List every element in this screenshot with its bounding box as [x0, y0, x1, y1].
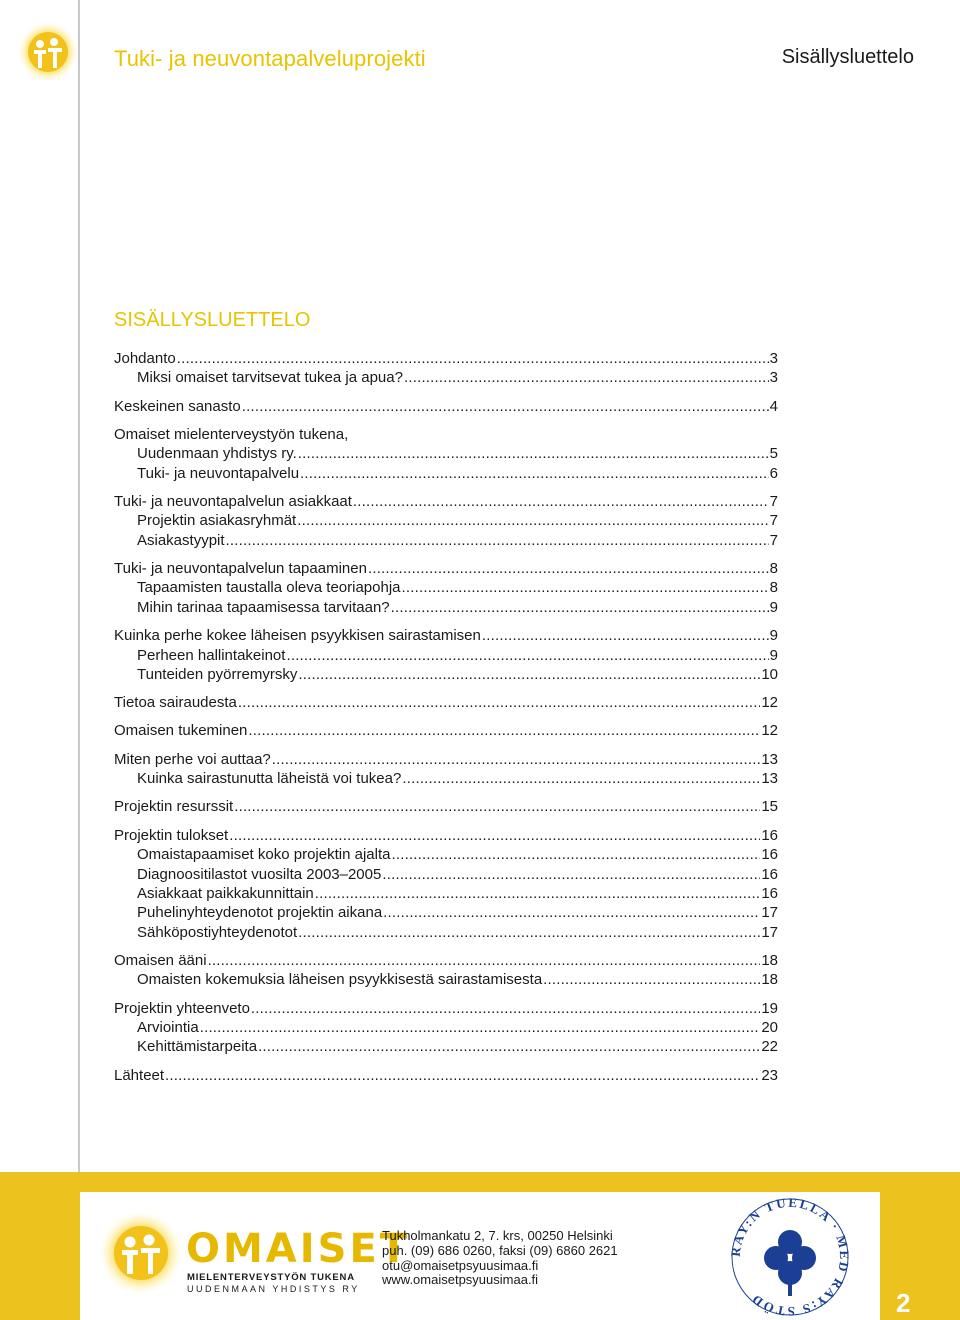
toc-entry[interactable]: Uudenmaan yhdistys ry. ..... 5 — [114, 444, 778, 463]
toc-page-number: 9 — [769, 646, 778, 664]
toc-page-number: 3 — [769, 369, 778, 387]
omaiset-tagline: MIELENTERVEYSTYÖN TUKENA — [187, 1272, 355, 1283]
dot-leader — [177, 349, 769, 368]
mt-logo-icon — [18, 22, 78, 82]
toc-page-number: 5 — [769, 445, 778, 463]
toc-page-number: 18 — [761, 971, 778, 989]
table-of-contents — [114, 349, 778, 1085]
toc-entry[interactable]: Miksi omaiset tarvitsevat tukea ja apua? ..... 3 — [114, 368, 778, 387]
dot-leader — [482, 626, 769, 645]
toc-entry[interactable]: Lähteet ..... 23 — [114, 1066, 778, 1085]
toc-entry[interactable]: Asiakkaat paikkakunnittain ..... 16 — [114, 884, 778, 903]
omaiset-association-name: UUDENMAAN YHDISTYS RY — [187, 1284, 360, 1294]
toc-page-number: 20 — [761, 1019, 778, 1037]
toc-entry[interactable]: Tuki- ja neuvontapalvelun tapaaminen ..... 8 — [114, 559, 778, 578]
page-number: 2 — [896, 1288, 911, 1318]
toc-entry[interactable]: Mihin tarinaa tapaamisessa tarvitaan? ..... 9 — [114, 598, 778, 617]
dot-leader — [208, 951, 761, 970]
dot-leader — [368, 559, 769, 578]
dot-leader — [272, 750, 761, 769]
toc-page-number: 22 — [761, 1038, 778, 1056]
toc-entry[interactable]: Omaiset mielenterveystyön tukena, — [114, 425, 349, 443]
toc-entry[interactable]: Projektin yhteenveto ..... 19 — [114, 999, 778, 1018]
toc-page-number: 13 — [761, 750, 778, 768]
toc-page-number: 6 — [769, 464, 778, 482]
toc-page-number: 7 — [769, 493, 778, 511]
toc-entry[interactable]: Kehittämistarpeita ..... 22 — [114, 1037, 778, 1056]
dot-leader — [238, 693, 760, 712]
toc-page-number: 18 — [761, 951, 778, 969]
toc-entry[interactable]: Omaisten kokemuksia läheisen psyykkisestä sairastamisesta ..... 18 — [114, 970, 778, 989]
contact-address: Tukholmankatu 2, 7. krs, 00250 Helsinki — [382, 1228, 613, 1243]
toc-page-number: 19 — [761, 999, 778, 1017]
dot-leader — [315, 884, 761, 903]
toc-page-number: 23 — [761, 1066, 778, 1084]
dot-leader — [300, 464, 769, 483]
toc-entry[interactable]: Miten perhe voi auttaa? ..... 13 — [114, 750, 778, 769]
dot-leader — [200, 1018, 761, 1037]
toc-entry[interactable]: Kuinka perhe kokee läheisen psyykkisen sairastamisen ..... 9 — [114, 626, 778, 645]
toc-entry[interactable]: Keskeinen sanasto ..... 4 — [114, 397, 778, 416]
toc-page-number: 8 — [769, 579, 778, 597]
toc-entry[interactable]: Perheen hallintakeinot ..... 9 — [114, 646, 778, 665]
toc-entry[interactable]: Sähköpostiyhteydenotot ..... 17 — [114, 923, 778, 942]
toc-page-number: 9 — [769, 598, 778, 616]
mt-logo-icon — [100, 1212, 182, 1294]
contact-block — [382, 1229, 618, 1288]
dot-leader — [226, 531, 769, 550]
dot-leader — [543, 970, 760, 989]
toc-entry[interactable]: Omaisen ääni ..... 18 — [114, 951, 778, 970]
toc-heading: SISÄLLYSLUETTELO — [114, 309, 311, 331]
toc-page-number: 3 — [769, 350, 778, 367]
toc-entry[interactable]: Asiakastyypit ..... 7 — [114, 531, 778, 550]
toc-page-number: 17 — [761, 923, 778, 941]
toc-entry[interactable]: Diagnoositilastot vuosilta 2003–2005 ..... 16 — [114, 865, 778, 884]
toc-entry[interactable]: Projektin asiakasryhmät ..... 7 — [114, 511, 778, 530]
toc-page-number: 10 — [761, 665, 778, 683]
dot-leader — [229, 826, 760, 845]
toc-entry[interactable]: Tunteiden pyörremyrsky ..... 10 — [114, 665, 778, 684]
dot-leader — [286, 646, 768, 665]
toc-entry[interactable]: Arviointia ..... 20 — [114, 1018, 778, 1037]
vertical-margin-rule — [78, 0, 80, 1172]
toc-entry[interactable]: Omaistapaamiset koko projektin ajalta ..... 16 — [114, 845, 778, 864]
dot-leader — [383, 903, 760, 922]
toc-page-number: 7 — [769, 512, 778, 530]
toc-page-number: 16 — [761, 865, 778, 883]
contact-email[interactable]: otu@omaisetpsyuusimaa.fi — [382, 1257, 539, 1273]
toc-page-number: 16 — [761, 846, 778, 864]
toc-page-number: 15 — [761, 798, 778, 816]
dot-leader — [382, 865, 760, 884]
toc-entry[interactable]: Puhelinyhteydenotot projektin aikana ..... 17 — [114, 903, 778, 922]
dot-leader — [298, 665, 760, 684]
toc-page-number: 8 — [769, 560, 778, 578]
dot-leader — [298, 444, 769, 463]
toc-page-number: 12 — [761, 694, 778, 712]
dot-leader — [297, 511, 768, 530]
contact-phone: puh. (09) 686 0260, faksi (09) 6860 2621 — [382, 1242, 618, 1258]
svg-text:RAY:N TUELLA · MED RAY:S STÖD: RAY:N TUELLA · MED RAY:S STÖD — [727, 1194, 853, 1320]
toc-page-number: 16 — [761, 884, 778, 902]
toc-entry[interactable]: Projektin tulokset ..... 16 — [114, 826, 778, 845]
omaiset-wordmark: OMAISET — [186, 1226, 411, 1272]
toc-entry[interactable]: Projektin resurssit ..... 15 — [114, 797, 778, 816]
contact-website[interactable]: www.omaisetpsyuusimaa.fi — [382, 1272, 539, 1288]
toc-page-number: 12 — [761, 722, 778, 740]
header-title: Tuki- ja neuvontapalveluprojekti — [114, 46, 426, 71]
toc-entry[interactable]: Tapaamisten taustalla oleva teoriapohja ..... 8 — [114, 578, 778, 597]
toc-entry[interactable]: Omaisen tukeminen ..... 12 — [114, 721, 778, 740]
toc-entry[interactable]: Tuki- ja neuvontapalvelu ..... 6 — [114, 464, 778, 483]
dot-leader — [251, 999, 760, 1018]
dot-leader — [234, 797, 760, 816]
dot-leader — [258, 1037, 760, 1056]
dot-leader — [391, 845, 760, 864]
header-section-title: Sisällysluettelo — [781, 46, 914, 68]
toc-page-number: 17 — [761, 904, 778, 922]
dot-leader — [391, 598, 769, 617]
toc-page-number: 9 — [769, 627, 778, 645]
toc-page-number: 4 — [769, 397, 778, 415]
toc-page-number: 13 — [761, 770, 778, 788]
dot-leader — [353, 492, 769, 511]
toc-page-number: 7 — [769, 531, 778, 549]
dot-leader — [242, 397, 769, 416]
toc-page-number: 16 — [761, 826, 778, 844]
toc-entry[interactable]: Johdanto ..... 3 — [114, 349, 778, 368]
dot-leader — [402, 578, 769, 597]
toc-entry[interactable]: Tietoa sairaudesta ..... 12 — [114, 693, 778, 712]
dot-leader — [402, 769, 760, 788]
dot-leader — [404, 368, 769, 387]
toc-entry[interactable]: Kuinka sairastunutta läheistä voi tukea? ..... 13 — [114, 769, 778, 788]
dot-leader — [165, 1066, 760, 1085]
dot-leader — [248, 721, 760, 740]
toc-entry[interactable]: Tuki- ja neuvontapalvelun asiakkaat ..... 7 — [114, 492, 778, 511]
ray-clover-seal-icon — [727, 1194, 853, 1320]
dot-leader — [298, 923, 760, 942]
